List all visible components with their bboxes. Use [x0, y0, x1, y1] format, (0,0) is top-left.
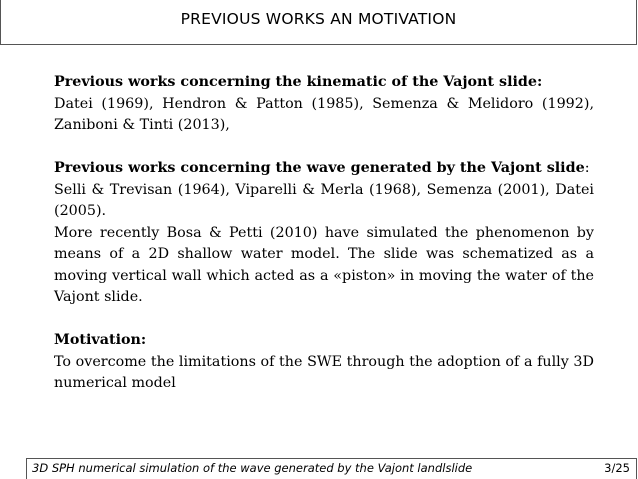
slide-content: [54, 72, 594, 395]
wave-works-heading-colon: :: [584, 160, 590, 176]
slide-header: [0, 0, 637, 45]
motivation-heading: Motivation:: [54, 332, 147, 348]
slide-footer: [26, 458, 637, 479]
footer-title: 3D SPH numerical simulation of the wave generated by the Vajont landlslide: [32, 461, 473, 475]
recent-work-paragraph: More recently Bosa & Petti (2010) have simulated the phenomenon by means of a 2D shallow water model. The slide was schematized as a moving vertical wall which acted as a «piston» in moving the water of the Vajont slide.: [54, 224, 594, 305]
slide-title: PREVIOUS WORKS AN MOTIVATION: [180, 10, 457, 28]
wave-works-heading-line: [54, 158, 594, 180]
wave-works-heading: Previous works concerning the wave generated by the Vajont slide: [54, 160, 585, 176]
kinematic-works-heading: Previous works concerning the kinematic of the Vajont slide:: [54, 74, 543, 90]
spacer: [54, 137, 594, 159]
motivation-body: To overcome the limitations of the SWE through the adoption of a fully 3D numerical model: [54, 353, 594, 391]
page-number: 3/25: [604, 461, 630, 475]
spacer: [54, 309, 594, 331]
kinematic-works-list: Datei (1969), Hendron & Patton (1985), Semenza & Melidoro (1992), Zaniboni & Tinti (2013),: [54, 95, 594, 133]
wave-works-list: Selli & Trevisan (1964), Viparelli & Merla (1968), Semenza (2001), Datei (2005).: [54, 181, 594, 219]
